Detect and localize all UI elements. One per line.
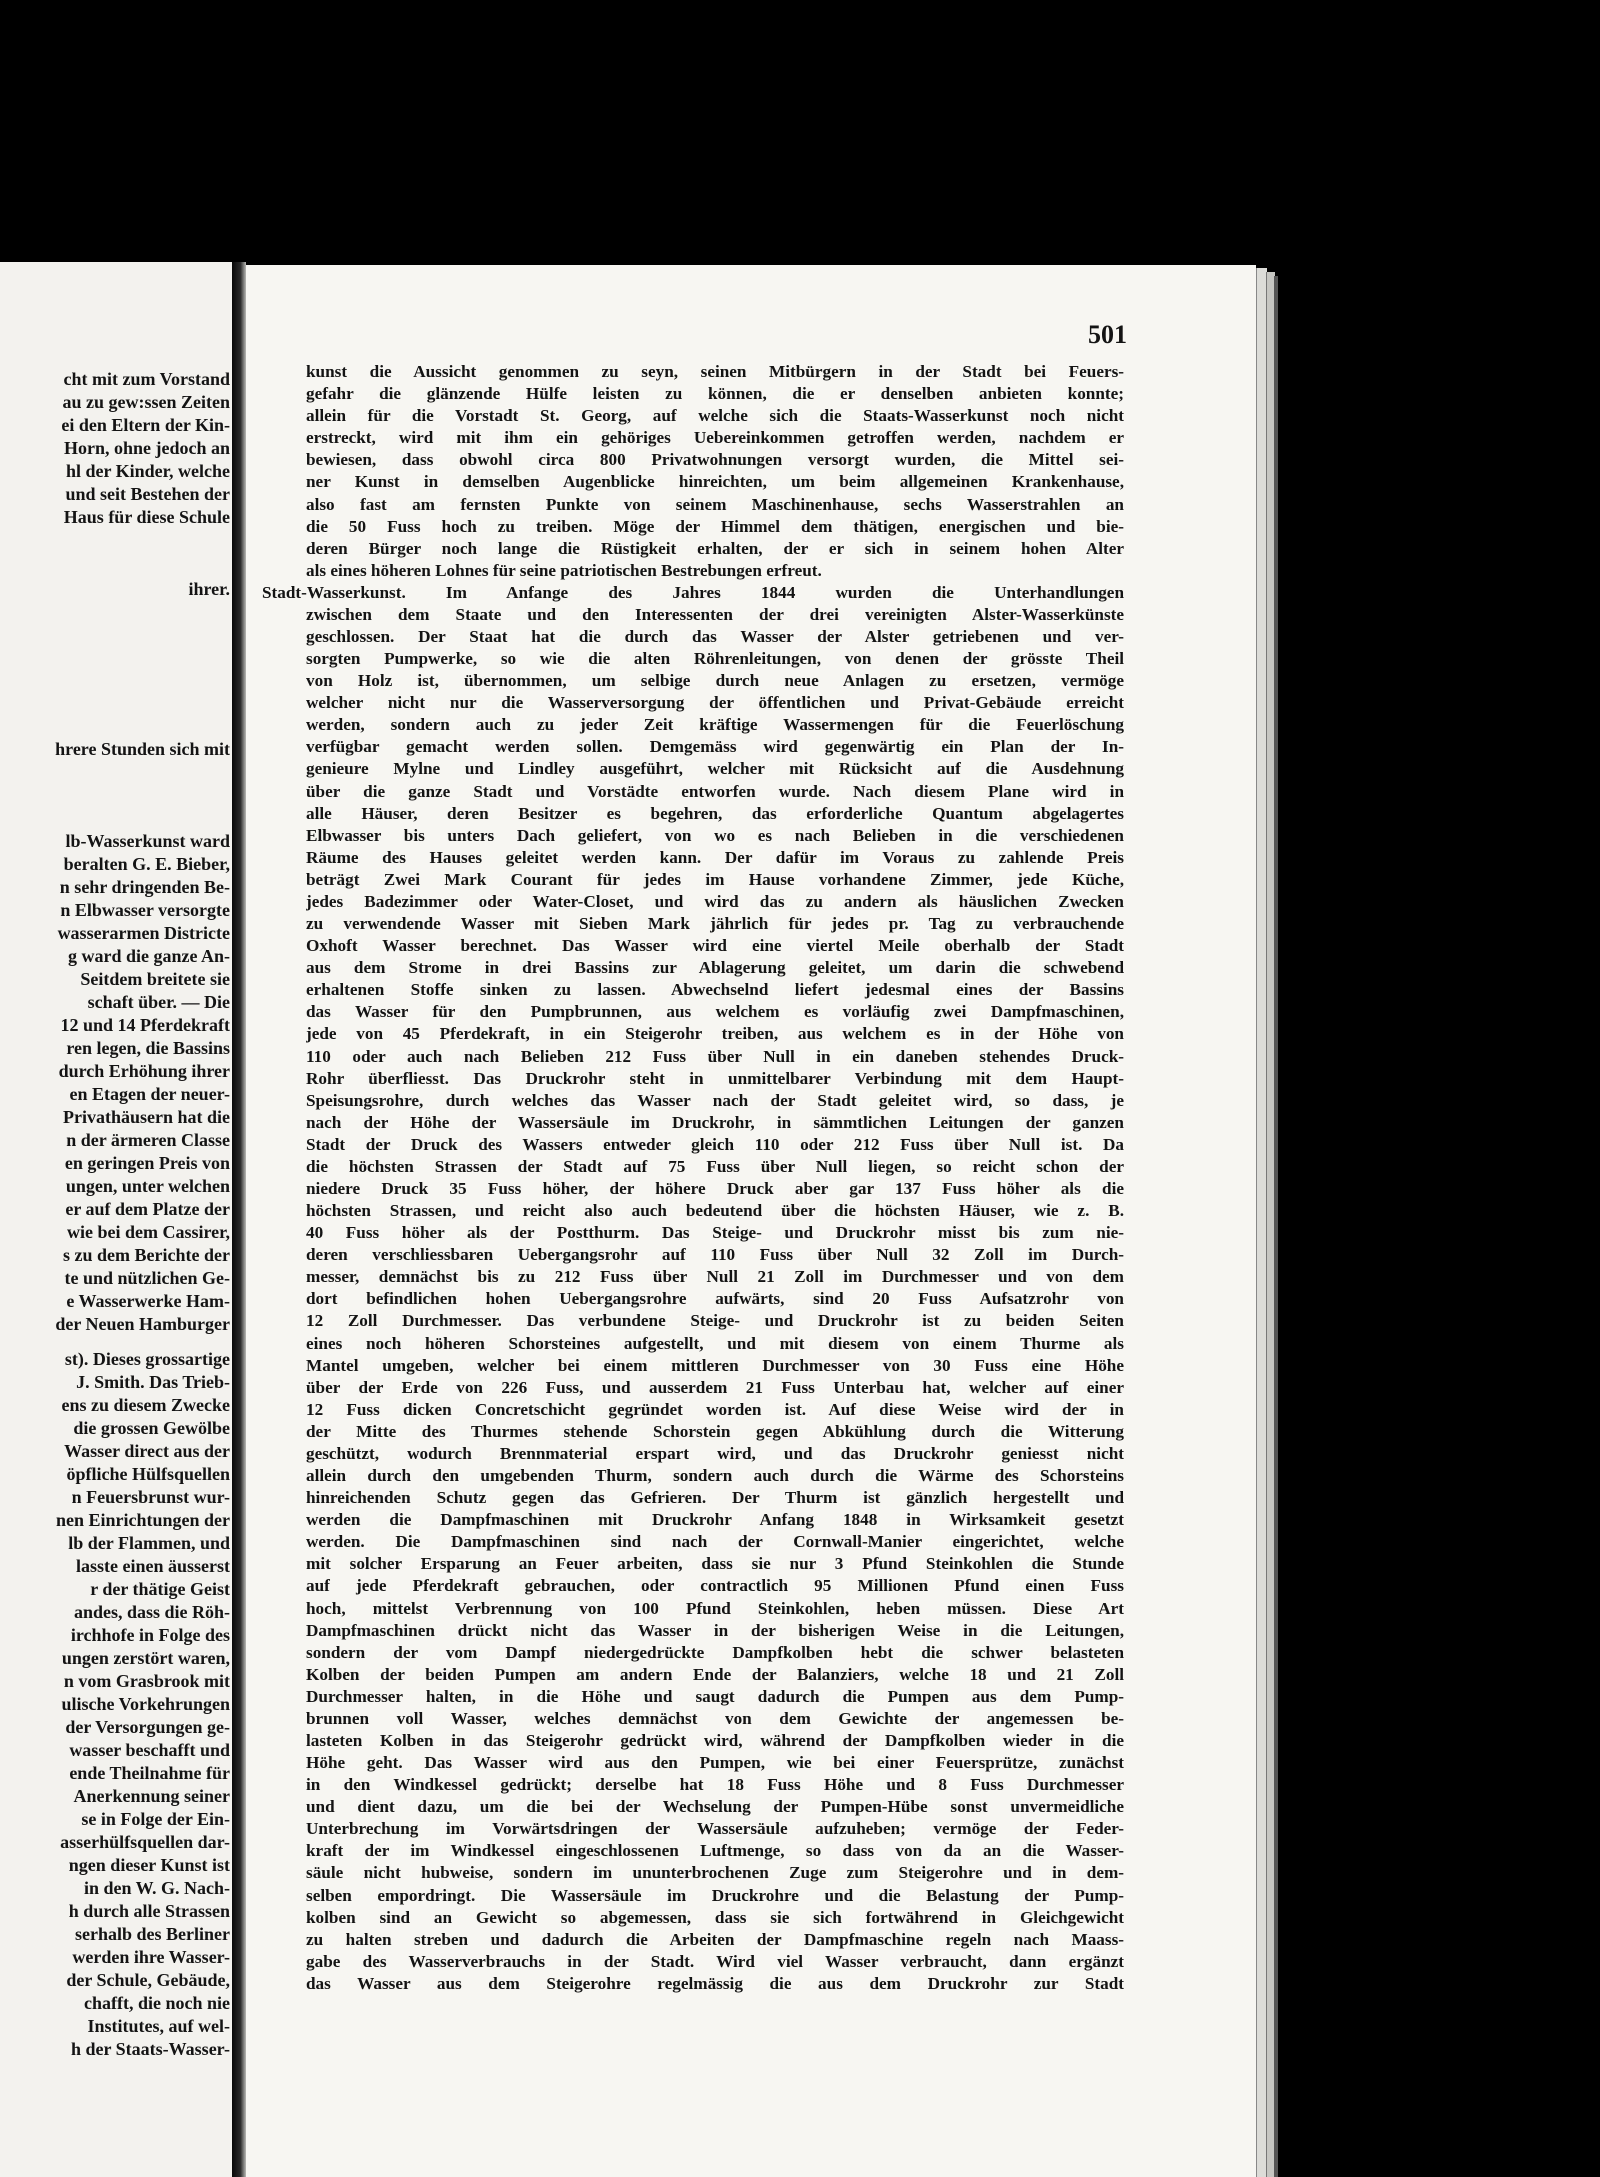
body-text-line: niedere Druck 35 Fuss höher, der höhere Druck aber gar 137 Fuss höher als die xyxy=(306,1179,1124,1198)
body-text-line: gabe des Wasserverbrauchs in der Stadt. Wird viel Wasser verbraucht, dann ergänzt xyxy=(306,1951,1124,1971)
left-page-line: wasserarmen Districte xyxy=(57,923,230,943)
body-text-line: zu verwendende Wasser mit Sieben Mark jährlich für jedes pr. Tag zu verbrauchende xyxy=(306,914,1124,933)
left-page-line: 12 und 14 Pferdekraft xyxy=(60,1015,230,1035)
body-text-line: Oxhoft Wasser berechnet. Das Wasser wird eine viertel Meile oberhalb der Stadt xyxy=(306,936,1124,956)
left-page-line: ei den Eltern der Kin- xyxy=(61,415,230,435)
body-text-line: zwischen dem Staate und den Interessenten der drei vereinigten Alster-Wasserkünste xyxy=(306,604,1124,624)
body-text-line: erstreckt, wird mit ihm ein gehöriges Uebereinkommen getroffen werden, nachdem er xyxy=(306,428,1124,448)
left-page-line: Privathäusern hat die xyxy=(62,1107,230,1127)
body-text-line: aus dem Strome in drei Bassins zur Ablagerung geleitet, um darin die schwebend xyxy=(306,958,1124,978)
left-page-line: n der ärmeren Classe xyxy=(66,1130,230,1150)
body-text-line: selben empordringt. Die Wassersäule im Druckrohre und die Belastung der Pump- xyxy=(306,1885,1124,1905)
left-page-line: n sehr dringenden Be- xyxy=(59,877,230,897)
left-page-line: ungen, unter welchen xyxy=(65,1176,230,1196)
body-text-line: Elbwasser bis unters Dach geliefert, von wo es nach Belieben in die verschiedenen xyxy=(306,825,1124,845)
left-page-line: öpfliche Hülfsquellen xyxy=(66,1464,230,1484)
body-text-line: jede von 45 Pferdekraft, in ein Steigerohr treiben, aus welchem es in der Höhe von xyxy=(306,1024,1124,1044)
body-text-line: welcher nicht nur die Wasserversorgung der öffentlichen und Privat-Gebäude erreicht xyxy=(306,693,1124,713)
body-text-line: Stadt der Druck des Wassers entweder gleich 110 oder 212 Fuss über Null ist. Da xyxy=(306,1134,1124,1154)
body-text-line: auf jede Pferdekraft gebrauchen, oder contractlich 95 Millionen Pfund einen Fuss xyxy=(306,1576,1124,1596)
left-page-line: Haus für diese Schule xyxy=(63,507,230,527)
body-text-line: beträgt Zwei Mark Courant für jedes im Hause vorhandene Zimmer, jede Küche, xyxy=(306,869,1124,889)
left-page-line: ende Theilnahme für xyxy=(69,1763,230,1783)
left-page-line: werden ihre Wasser- xyxy=(72,1947,230,1967)
body-text-line: erhaltenen Stoffe sinken zu lassen. Abwechselnd liefert jedesmal eines der Bassins xyxy=(306,980,1124,1000)
left-page-line: cht mit zum Vorstand xyxy=(63,369,230,389)
left-page-line: n Feuersbrunst wur- xyxy=(71,1487,230,1507)
left-page-line: andes, dass die Röh- xyxy=(73,1602,230,1622)
body-text-line: die 50 Fuss hoch zu treiben. Möge der Himmel dem thätigen, energischen und bie- xyxy=(306,516,1124,536)
left-page-line: chafft, die noch nie xyxy=(84,1993,230,2013)
scan-background xyxy=(0,0,1600,260)
left-page-line: lb der Flammen, und xyxy=(68,1533,230,1553)
body-text-line: Kolben der beiden Pumpen am andern Ende der Balanziers, welche 18 und 21 Zoll xyxy=(306,1664,1124,1684)
body-text-line: genieure Mylne und Lindley ausgeführt, welcher mit Rücksicht auf die Ausdehnung xyxy=(306,759,1124,779)
left-page-line: hrere Stunden sich mit xyxy=(55,739,230,759)
page-edge xyxy=(1274,276,1278,2177)
section-heading-line: Stadt-Wasserkunst. Im Anfange des Jahres 1844 wurden die Unterhandlungen xyxy=(262,582,1124,602)
left-page-line: n Elbwasser versorgte xyxy=(60,900,230,920)
book-gutter xyxy=(232,262,246,2177)
body-text-line: bewiesen, dass obwohl circa 800 Privatwohnungen versorgt wurden, die Mittel sei- xyxy=(306,450,1124,470)
left-page-line: ulische Vorkehrungen xyxy=(61,1694,230,1714)
left-page-line: lb-Wasserkunst ward xyxy=(65,831,230,851)
body-text-line: werden, sondern auch zu jeder Zeit kräftige Wassermengen für die Feuerlöschung xyxy=(306,715,1124,735)
left-page-line: au zu gew:ssen Zeiten xyxy=(62,392,230,412)
body-text-line: werden. Die Dampfmaschinen sind nach der Cornwall-Manier eingerichtet, welche xyxy=(306,1532,1124,1552)
left-page-line: nen Einrichtungen der xyxy=(55,1510,230,1530)
body-text-line: Speisungsrohre, durch welches das Wasser nach der Stadt geleitet wird, so dass, je xyxy=(306,1090,1124,1110)
body-text-line: lasteten Kolben in das Steigerohr gedrückt wird, während der Dampfkolben wieder in die xyxy=(306,1731,1124,1750)
left-page-line: st). Dieses grossartige xyxy=(64,1349,230,1369)
left-page-line: der Versorgungen ge- xyxy=(65,1717,230,1737)
body-text-line: geschützt, wodurch Brennmaterial erspart wird, und das Druckrohr geniesst nicht xyxy=(306,1443,1124,1463)
body-text-line: 12 Zoll Durchmesser. Das verbundene Steige- und Druckrohr ist zu beiden Seiten xyxy=(306,1311,1124,1331)
left-page-line: ren legen, die Bassins xyxy=(66,1038,230,1058)
left-page-line: und seit Bestehen der xyxy=(65,484,230,504)
body-text-line: allein für die Vorstadt St. Georg, auf welche sich die Staats-Wasserkunst noch nicht xyxy=(306,406,1124,426)
body-text-line: Durchmesser halten, in die Höhe und saugt dadurch die Pumpen aus dem Pump- xyxy=(306,1686,1124,1706)
left-page-line: en geringen Preis von xyxy=(64,1153,230,1173)
left-page-line: durch Erhöhung ihrer xyxy=(58,1061,230,1081)
left-page-line: in den W. G. Nach- xyxy=(83,1878,230,1898)
body-text-line: jedes Badezimmer oder Water-Closet, und wird das zu andern als häuslichen Zwecken xyxy=(306,891,1124,911)
body-text-line: sorgten Pumpwerke, so wie die alten Röhrenleitungen, von denen der grösste Theil xyxy=(306,649,1124,668)
left-page-line: der Schule, Gebäude, xyxy=(66,1970,230,1990)
body-text-line: über der Erde von 226 Fuss, und ausserdem 21 Fuss Unterbau hat, welcher auf einer xyxy=(306,1377,1124,1397)
body-text-line: und dient dazu, um die bei der Wechselung der Pumpen-Hübe sonst unvermeidliche xyxy=(306,1797,1124,1817)
left-page-line: s zu dem Berichte der xyxy=(63,1245,230,1265)
body-text-line: brunnen voll Wasser, welches demnächst von dem Gewichte der angemessen be- xyxy=(306,1708,1124,1728)
left-page-line: lasste einen äusserst xyxy=(76,1556,230,1576)
body-text-line: verfügbar gemacht werden sollen. Demgemäss wird gegenwärtig ein Plan der In- xyxy=(306,737,1124,757)
body-text-line: 40 Fuss höher als der Postthurm. Das Steige- und Druckrohr misst bis zum nie- xyxy=(306,1223,1124,1243)
body-text-line: in den Windkessel gedrückt; derselbe hat 18 Fuss Höhe und 8 Fuss Durchmesser xyxy=(306,1775,1124,1795)
body-text-line: das Wasser aus dem Steigerohre regelmässig die aus dem Druckrohr zur Stadt xyxy=(306,1973,1124,1993)
body-text-line: Räume des Hauses geleitet werden kann. Der dafür im Voraus zu zahlende Preis xyxy=(306,847,1124,867)
left-page-line: schaft über. — Die xyxy=(87,992,230,1012)
left-page-line: Wasser direct aus der xyxy=(64,1441,230,1461)
left-page-line: Institutes, auf wel- xyxy=(87,2016,230,2036)
left-page-line: wasser beschafft und xyxy=(69,1740,230,1760)
body-text-line: die höchsten Strassen der Stadt auf 75 Fuss über Null liegen, so reicht schon der xyxy=(306,1156,1124,1176)
left-page-line: se in Folge der Ein- xyxy=(81,1809,230,1829)
left-page-line: die grossen Gewölbe xyxy=(73,1418,230,1438)
left-page-line: e Wasserwerke Ham- xyxy=(66,1291,230,1311)
body-text-line: Unterbrechung im Vorwärtsdringen der Wassersäule aufzuheben; vermöge der Feder- xyxy=(306,1819,1124,1839)
body-text-line: allein durch den umgebenden Thurm, sondern auch durch die Wärme des Schorsteins xyxy=(306,1466,1124,1485)
body-text-line: gefahr die glänzende Hülfe leisten zu können, die er denselben anbieten konnte; xyxy=(306,384,1124,404)
body-text-line: der Mitte des Thurmes stehende Schorstein gegen Abkühlung durch die Witterung xyxy=(306,1421,1124,1441)
body-text-line: deren Bürger noch lange die Rüstigkeit erhalten, der er sich in seinem hohen Alter xyxy=(306,538,1124,558)
body-text-line: hoch, mittelst Verbrennung von 100 Pfund Steinkohlen, heben müssen. Diese Art xyxy=(306,1598,1124,1618)
body-text-line: 110 oder auch nach Belieben 212 Fuss über Null in ein daneben stehendes Druck- xyxy=(306,1046,1124,1066)
left-page-line: ngen dieser Kunst ist xyxy=(68,1855,230,1875)
left-page-line: der Neuen Hamburger xyxy=(55,1314,230,1334)
body-text-line: Rohr überfliesst. Das Druckrohr steht in unmittelbarer Verbindung mit dem Haupt- xyxy=(306,1068,1124,1088)
body-text-line: deren verschliessbaren Uebergangsrohr auf 110 Fuss über Null 32 Zoll im Durch- xyxy=(306,1245,1124,1265)
left-page-line: h der Staats-Wasser- xyxy=(71,2039,230,2059)
body-text-line: messer, demnächst bis zu 212 Fuss über Null 21 Zoll im Durchmesser und von dem xyxy=(306,1267,1124,1287)
left-page-line: er auf dem Platze der xyxy=(65,1199,230,1219)
body-text-line: säule nicht hubweise, sondern im ununterbrochenen Zuge zum Steigerohre und in dem- xyxy=(306,1863,1124,1883)
left-page-line: g ward die ganze An- xyxy=(68,946,230,966)
left-page-line: Seitdem breitete sie xyxy=(80,969,230,989)
body-text-line: 12 Fuss dicken Concretschicht gegründet worden ist. Auf diese Weise wird der in xyxy=(306,1399,1124,1419)
body-text-line: Mantel umgeben, welcher bei einem mittleren Durchmesser von 30 Fuss eine Höhe xyxy=(306,1355,1124,1375)
body-text-line: eines noch höheren Schorsteines aufgestellt, und mit diesem von einem Thurme als xyxy=(306,1333,1124,1353)
left-page-line: r der thätige Geist xyxy=(90,1579,230,1599)
left-page-line: te und nützlichen Ge- xyxy=(64,1268,230,1288)
left-page-line: ungen zerstört waren, xyxy=(61,1648,230,1668)
left-page-line: wie bei dem Cassirer, xyxy=(67,1222,230,1242)
body-text-line: werden die Dampfmaschinen mit Druckrohr Anfang 1848 in Wirksamkeit gesetzt xyxy=(306,1510,1124,1530)
left-page-line: en Etagen der neuer- xyxy=(69,1084,230,1104)
body-text-line: geschlossen. Der Staat hat die durch das Wasser der Alster getriebenen und ver- xyxy=(306,627,1124,646)
body-text-line: nach der Höhe der Wassersäule im Druckrohr, in sämmtlichen Leitungen der ganzen xyxy=(306,1112,1124,1132)
body-text-line: alle Häuser, deren Besitzer es begehren, das erforderliche Quantum abgelagertes xyxy=(306,803,1124,823)
body-text-line: zu halten streben und dadurch die Arbeiten der Dampfmaschine regeln nach Maass- xyxy=(306,1929,1124,1949)
left-page-line: ens zu diesem Zwecke xyxy=(61,1395,230,1415)
body-text-line: dort befindlichen hohen Uebergangsrohre aufwärts, sind 20 Fuss Aufsatzrohr von xyxy=(306,1289,1124,1309)
body-text-line: hinreichenden Schutz gegen das Gefrieren. Der Thurm ist gänzlich hergestellt und xyxy=(306,1488,1124,1508)
left-facing-page xyxy=(0,262,234,2177)
left-page-line: h durch alle Strassen xyxy=(68,1901,230,1921)
left-page-line: asserhülfsquellen dar- xyxy=(60,1832,230,1852)
left-page-line: serhalb des Berliner xyxy=(75,1924,230,1944)
left-page-line: beralten G. E. Bieber, xyxy=(63,854,230,874)
left-page-line: irchhofe in Folge des xyxy=(70,1625,230,1645)
body-text-line: das Wasser für den Pumpbrunnen, aus welchem es vorläufig zwei Dampfmaschinen, xyxy=(306,1002,1124,1022)
body-text-line: kraft der im Windkessel eingeschlossenen Luftmenge, so dass von da an die Wasser- xyxy=(306,1841,1124,1861)
page-number: 501 xyxy=(1088,320,1127,349)
left-page-line: Horn, ohne jedoch an xyxy=(63,438,230,458)
body-text-line: mit solcher Ersparung an Feuer arbeiten, dass sie nur 3 Pfund Steinkohlen die Stunde xyxy=(306,1554,1124,1574)
left-page-line: J. Smith. Das Trieb- xyxy=(76,1372,230,1392)
left-page-line: hl der Kinder, welche xyxy=(65,461,230,481)
left-page-line: ihrer. xyxy=(188,579,230,599)
left-page-line: Anerkennung seiner xyxy=(73,1786,230,1806)
body-text-line: Dampfmaschinen drückt nicht das Wasser in der bisherigen Weise in die Leitungen, xyxy=(306,1620,1124,1640)
left-page-line: n vom Grasbrook mit xyxy=(63,1671,230,1691)
body-text-line: kunst die Aussicht genommen zu seyn, seinen Mitbürgern in der Stadt bei Feuers- xyxy=(306,362,1124,381)
body-text-line: also fast am fernsten Punkte von seinem Maschinenhause, sechs Wasserstrahlen an xyxy=(306,494,1124,514)
body-text-line: kolben sind an Gewicht so abgemessen, dass sie sich fortwährend in Gleichgewicht xyxy=(306,1907,1124,1927)
body-text-line: als eines höheren Lohnes für seine patriotischen Bestrebungen erfreut. xyxy=(306,560,822,580)
body-text-line: über die ganze Stadt und Vorstädte entworfen wurde. Nach diesem Plane wird in xyxy=(306,781,1124,801)
body-text-line: höchsten Strassen, und reicht also auch bedeutend über die höchsten Häuser, wie z. B. xyxy=(306,1201,1124,1220)
body-text-line: Höhe geht. Das Wasser wird aus den Pumpen, wie bei einer Feuersprütze, zunächst xyxy=(306,1753,1124,1772)
body-text-line: von Holz ist, übernommen, um selbige durch neue Anlagen zu ersetzen, vermöge xyxy=(306,671,1124,691)
body-text-line: sondern der vom Dampf niedergedrückte Dampfkolben hebt die schwer belasteten xyxy=(306,1642,1124,1662)
body-text-line: ner Kunst in demselben Augenblicke hinreichten, um beim allgemeinen Krankenhause, xyxy=(306,472,1124,492)
